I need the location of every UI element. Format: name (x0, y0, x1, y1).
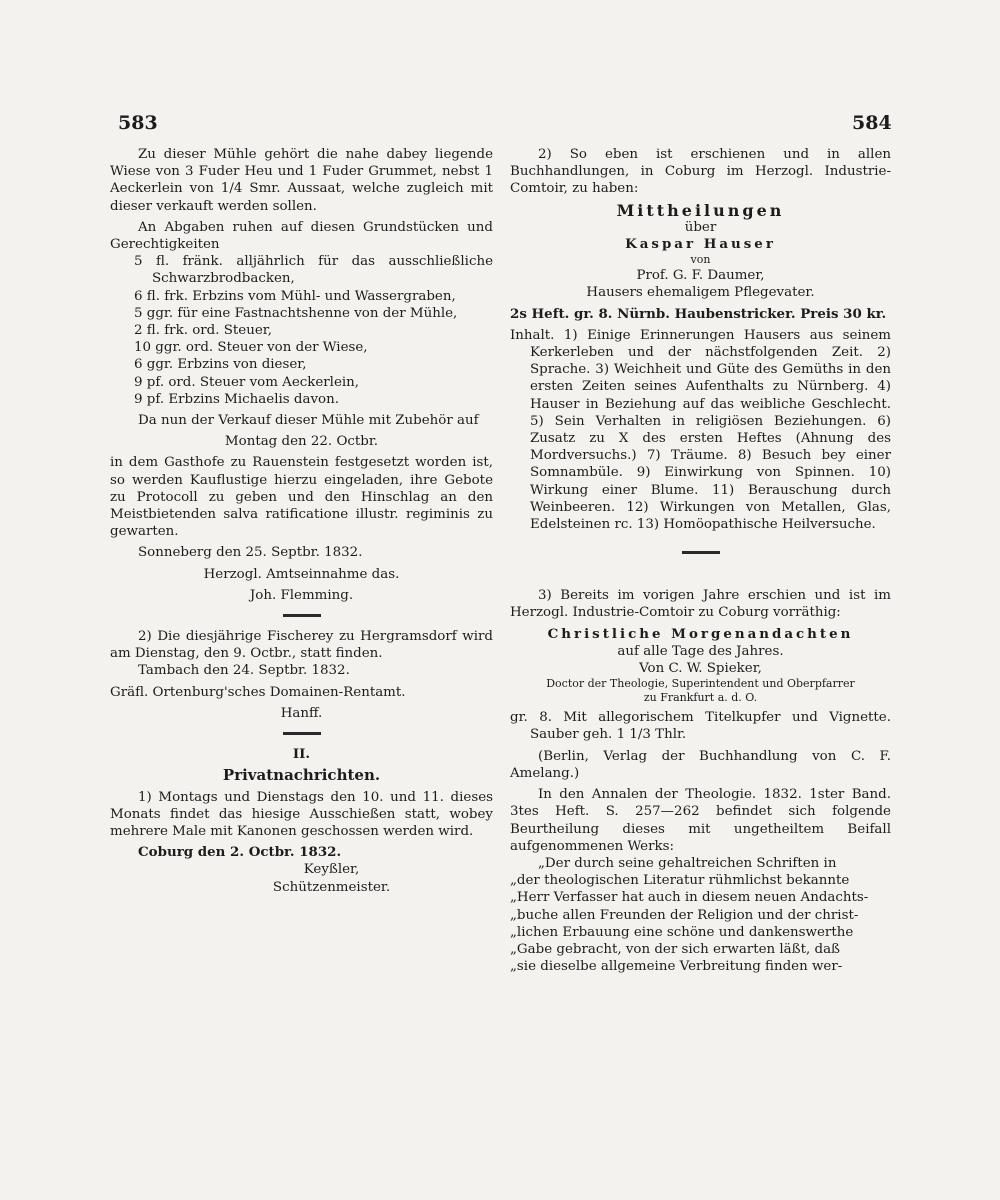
von: von (690, 253, 711, 267)
left-column (110, 146, 493, 896)
fischerey-notice: 2) Die diesjährige Fischerey zu Hergramsdorf wird am Dienstag, den 9. Octbr., statt finden. (110, 629, 493, 662)
abgaben-item: 5 fl. fränk. alljährlich für das ausschließliche Schwarzbrodbacken, (134, 254, 493, 287)
ort-datum: Sonneberg den 25. Septbr. 1832. (138, 545, 363, 561)
author-2-desc-2: zu Frankfurt a. d. O. (643, 691, 758, 705)
bereits-notice: 3) Bereits im vorigen Jahre erschien und ist im Herzogl. Industrie-Comtoir zu Coburg vorräthig: (510, 588, 891, 621)
abgaben-item: 5 ggr. für eine Fastnachtshenne von der Mühle, (134, 305, 458, 321)
announcement-intro: 2) So eben ist erschienen und in allen Buchhandlungen, in Coburg im Herzogl. Industrie-Comtoir, zu haben: (510, 147, 891, 197)
page-number-left: 583 (118, 112, 158, 134)
hanff-signature: Hanff. (280, 705, 323, 721)
quote-line: „der theologischen Literatur rühmlichst bekannte (510, 873, 850, 889)
verlag-info: (Berlin, Verlag der Buchhandlung von C. F. Amelang.) (510, 748, 891, 781)
book-title-2: Christliche Morgenandachten (547, 625, 854, 642)
ueber: über (684, 219, 717, 235)
quote-line: „Herr Verfasser hat auch in diesem neuen Andachts- (510, 890, 869, 906)
abgaben-item: 9 pf. Erbzins Michaelis davon. (134, 391, 339, 407)
quote-line: „buche allen Freunden der Religion und der christ- (510, 907, 859, 923)
author: Prof. G. F. Daumer, (636, 268, 765, 284)
muehle-description: Zu dieser Mühle gehört die nahe dabey liegende Wiese von 3 Fuder Heu und 1 Fuder Grummet, nebst 1 Aeckerlein von 1/4 Smr. Aussaat, welche zugleich mit dieser verkauft werden sollen. (110, 147, 493, 214)
keyssler-signature: Keyßler, (303, 862, 360, 878)
page-number-right: 584 (852, 112, 892, 134)
quote-line: „sie dieselbe allgemeine Verbreitung finden wer- (510, 959, 843, 975)
book-title-1: Mittheilungen (616, 200, 785, 220)
abgaben-list (110, 253, 493, 408)
verkauf-text: Da nun der Verkauf dieser Mühle mit Zubehör auf (138, 413, 479, 429)
gasthof-text: in dem Gasthofe zu Rauenstein festgesetzt worden ist, so werden Kauflustige hierzu eingeladen, ihre Gebote zu Protocoll zu geben und den Hinschlag an den Meistbietenden salva ratificatione illustr. regiminis zu gewarten. (110, 455, 493, 540)
author-description: Hausers ehemaligem Pflegevater. (586, 285, 815, 301)
divider (510, 533, 891, 573)
tambach-datum: Tambach den 24. Septbr. 1832. (138, 663, 350, 679)
quote-line: „lichen Erbauung eine schöne und dankenswerthe (510, 924, 854, 940)
abgaben-item: 2 fl. frk. ord. Steuer, (134, 323, 272, 339)
right-column (510, 146, 891, 975)
author-2-desc-1: Doctor der Theologie, Superintendent und Oberpfarrer (546, 677, 855, 691)
review-quote (510, 855, 891, 975)
book-title-2-sub: auf alle Tage des Jahres. (617, 643, 784, 659)
signature-name: Joh. Flemming. (249, 587, 354, 603)
divider (110, 604, 493, 628)
heft-info: 2s Heft. gr. 8. Nürnb. Haubenstricker. Preis 30 kr. (510, 305, 887, 322)
section-title: Privatnachrichten. (222, 766, 381, 785)
abgaben-item: 6 ggr. Erbzins von dieser, (134, 357, 307, 373)
coburg-datum: Coburg den 2. Octbr. 1832. (138, 844, 342, 861)
abgaben-item: 9 pf. ord. Steuer vom Aeckerlein, (134, 374, 360, 390)
inhalt: Inhalt. 1) Einige Erinnerungen Hausers aus seinem Kerkerleben und der nächstfolgenden Zeit. 2) Sprache. 3) Weichheit und Güte des Gemüths in den ersten Zeiten seines Aufenthalts zu Nürnberg. 4) Hauser in Beziehung auf das weibliche Geschlecht. 5) Sein Verhalten in religiösen Beziehungen. 6) Zusatz zu X des ersten Heftes (Ahnung des Mordversuchs.) 7) Träume. 8) Besuch bey einer Somnambüle. 9) Einwirkung von Spinnen. 10) Wirkung einer Blume. 11) Berauschung durch Weinbeeren. 12) Wirkungen von Metallen, Glas, Edelsteinen rc. 13) Homöopathische Heilversuche. (510, 327, 891, 533)
section-number: II. (292, 746, 311, 763)
abgaben-item: 6 fl. frk. Erbzins vom Mühl- und Wassergraben, (134, 288, 456, 304)
author-2: Von C. W. Spieker, (639, 661, 762, 677)
verkauf-datum: Montag den 22. Octbr. (224, 434, 379, 450)
quote-line: „Der durch seine gehaltreichen Schriften in (538, 855, 837, 871)
rentamt: Gräfl. Ortenburg'sches Domainen-Rentamt. (110, 684, 406, 700)
format-info: gr. 8. Mit allegorischem Titelkupfer und Vignette. Sauber geh. 1 1/3 Thlr. (510, 710, 891, 743)
schuetzen-title: Schützenmeister. (272, 879, 391, 895)
kaspar-hauser: Kaspar Hauser (625, 236, 776, 253)
quote-line: „Gabe gebracht, von der sich erwarten läßt, daß (510, 941, 840, 957)
abgaben-item: 10 ggr. ord. Steuer von der Wiese, (134, 340, 368, 356)
schiessen-notice: 1) Montags und Dienstags den 10. und 11. dieses Monats findet das hiesige Ausschießen statt, wobey mehrere Male mit Kanonen geschossen werden wird. (110, 789, 493, 839)
behoerde: Herzogl. Amtseinnahme das. (203, 566, 400, 582)
annalen-text: In den Annalen der Theologie. 1832. 1ster Band. 3tes Heft. S. 257—262 befindet sich folgende Beurtheilung dieses mit ungetheiltem Beifall aufgenommenen Werks: (510, 787, 891, 854)
divider (110, 722, 493, 746)
abgaben-intro: An Abgaben ruhen auf diesen Grundstücken und Gerechtigkeiten (110, 219, 493, 253)
